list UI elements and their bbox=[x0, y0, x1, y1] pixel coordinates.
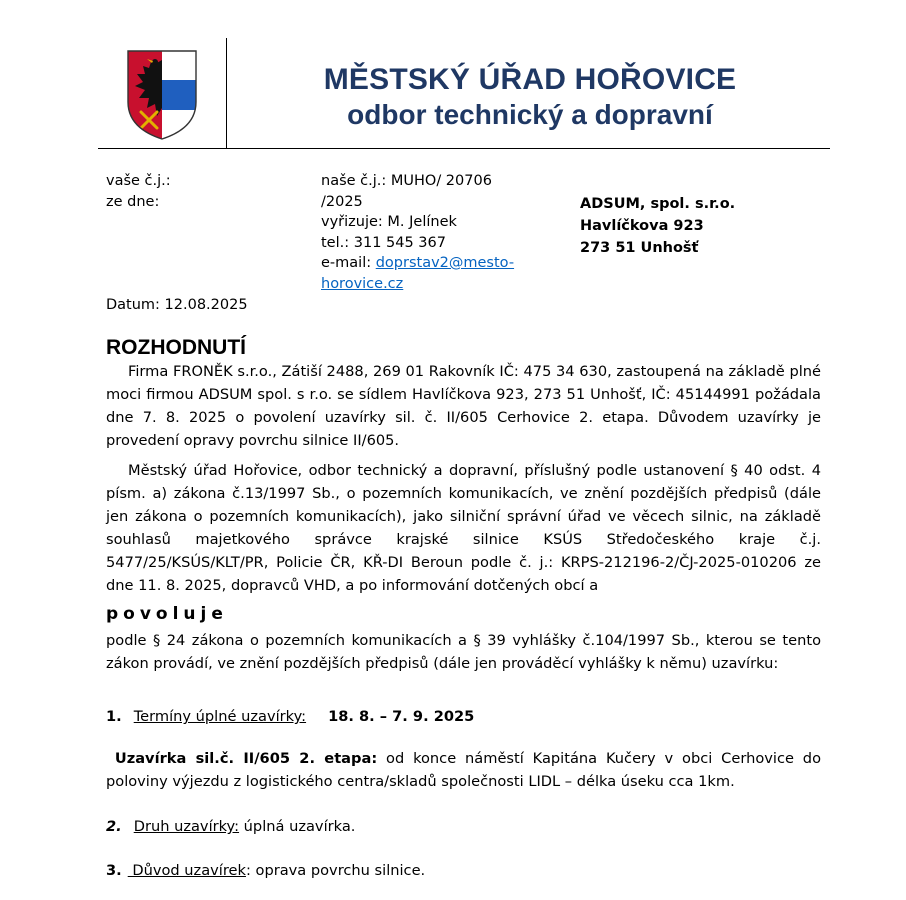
closure-reason-label: Důvod uzavírek bbox=[127, 862, 246, 879]
recipient-address bbox=[580, 193, 735, 259]
closure-text: od konce náměstí Kapitána Kučery v obci Cerhovice do poloviny výjezdu z logistického centra/skladů společnosti LIDL – délka úseku cca 1km. bbox=[106, 750, 821, 790]
email-line bbox=[321, 253, 531, 274]
closure-dates-item bbox=[106, 705, 474, 728]
closure-type-item bbox=[106, 815, 355, 838]
closure-reason-value: : oprava povrchu silnice. bbox=[245, 862, 426, 879]
header-divider bbox=[98, 148, 830, 149]
item-number: 1. bbox=[106, 708, 122, 725]
email-link[interactable]: doprstav2@mesto- bbox=[375, 255, 515, 271]
paragraph-legal-basis: podle § 24 zákona o pozemních komunikacích a § 39 vyhlášky č.104/1997 Sb., kterou se tento zákon provádí, ve znění pozdějších předpisů (dále jen prováděcí vyhlášky k němu) uzavírku: bbox=[106, 632, 821, 672]
closure-dates-label: Termíny úplné uzavírky: bbox=[133, 708, 307, 725]
phone: tel.: 311 545 367 bbox=[321, 234, 446, 251]
department-name: odbor technický a dopravní bbox=[347, 99, 713, 130]
closure-label: Uzavírka sil.č. II/605 2. etapa: bbox=[114, 750, 378, 767]
letterhead bbox=[230, 62, 830, 132]
paragraph-authority-text: Městský úřad Hořovice, odbor technický a dopravní, příslušný podle ustanovení § 40 odst. 4 písm. a) zákona č.13/1997 Sb., o pozemních komunikacích, ve znění pozdějších předpisů (dále jen zákona o pozemních komunikacích), jako silniční správní úřad ve věcech silnic, na základě souhlasů majetkového správce krajské silnice KSÚS Středočeského kraje č.j. 5477/25/KSÚS/KLT/PR, Policie ČR, KŘ-DI Beroun podle č. j.: KRPS-212196-2/ČJ-2025-010206 ze dne 11. 8. 2025, dopravců VHD, a po informování dotčených obcí a bbox=[106, 462, 821, 594]
paragraph-request bbox=[106, 360, 821, 452]
document-date: Datum: 12.08.2025 bbox=[106, 297, 248, 313]
item-number: 3. bbox=[106, 862, 122, 879]
closure-type-value: úplná uzavírka. bbox=[239, 818, 356, 835]
recipient-city: 273 51 Unhošť bbox=[580, 240, 699, 256]
reference-left bbox=[106, 171, 306, 212]
your-reference-label: vaše č.j.: bbox=[106, 173, 171, 189]
office-name: MĚSTSKÝ ÚŘAD HOŘOVICE bbox=[323, 63, 737, 96]
closure-description bbox=[106, 747, 821, 793]
paragraph-request-text: Firma FRONĚK s.r.o., Zátiší 2488, 269 01 Rakovník IČ: 475 34 630, zastoupená na základě plné moci firmou ADSUM spol. s r.o. se sídlem Havlíčkova 923, 273 51 Unhošť, IČ: 45144991 požádala dne 7. 8. 2025 o povolení uzavírky sil. č. II/605 Cerhovice 2. etapa. Důvodem uzavírky je provedení opravy povrchu silnice II/605. bbox=[106, 363, 821, 449]
recipient-street: Havlíčkova 923 bbox=[580, 218, 704, 234]
recipient-name: ADSUM, spol. s.r.o. bbox=[580, 196, 736, 212]
date-label: ze dne: bbox=[106, 193, 160, 210]
our-reference: naše č.j.: MUHO/ 20706 /2025 bbox=[321, 173, 492, 210]
coat-of-arms-icon bbox=[127, 50, 197, 140]
decision-heading: ROZHODNUTÍ bbox=[106, 336, 246, 359]
closure-type-label: Druh uzavírky: bbox=[133, 818, 240, 835]
item-number: 2. bbox=[106, 818, 122, 835]
email-label: e-mail: bbox=[321, 255, 376, 271]
closure-reason-item bbox=[106, 859, 425, 882]
email-line-continued bbox=[321, 274, 531, 295]
permit-heading: povoluje bbox=[106, 604, 228, 624]
handled-by: vyřizuje: M. Jelínek bbox=[321, 214, 457, 230]
reference-middle bbox=[321, 171, 531, 294]
closure-dates-value: 18. 8. – 7. 9. 2025 bbox=[328, 708, 475, 725]
paragraph-authority bbox=[106, 459, 821, 597]
email-link-continued[interactable]: horovice.cz bbox=[321, 275, 404, 292]
